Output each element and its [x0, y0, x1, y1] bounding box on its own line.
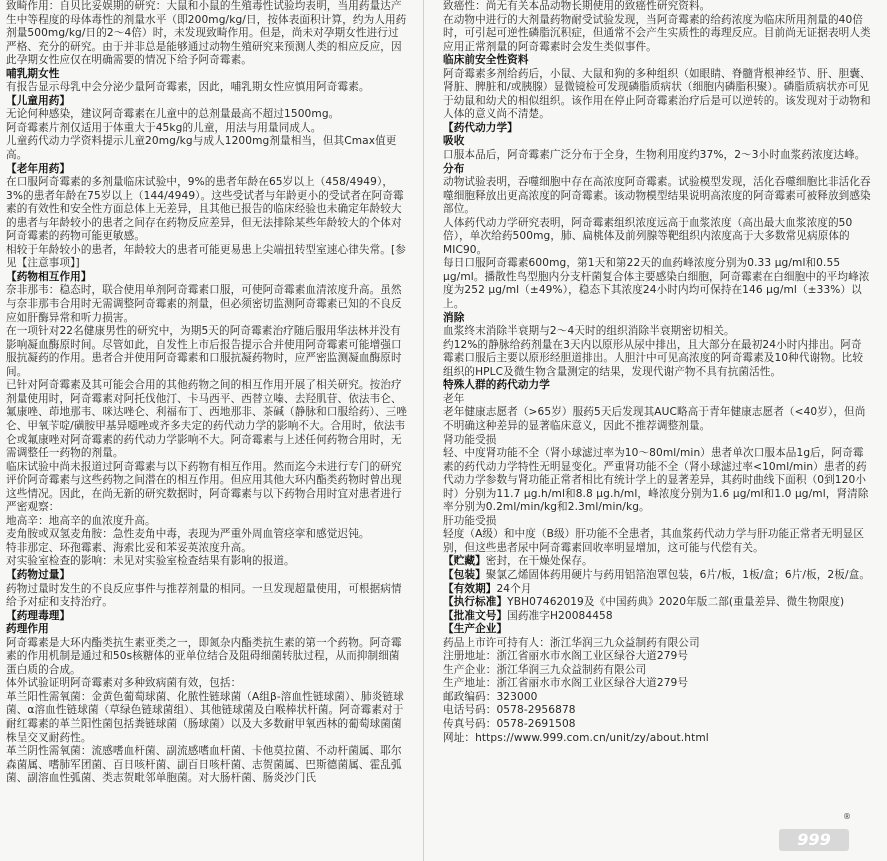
paragraph: 对实验室检查的影响：未见对实验室检查结果有影响的报道。: [6, 555, 295, 568]
subheading: 消除: [443, 311, 465, 324]
section-label: 【批准文号】: [443, 609, 508, 622]
paragraph: 老年健康志愿者（>65岁）服药5天后发现其AUC略高于青年健康志愿者（<40岁），但尚不明确这种差异的显著临床意义，因此不推荐调整剂量。: [443, 406, 866, 432]
paragraph: 血浆终末消除半衰期与2～4天时的组织消除半衰期密切相关。: [443, 325, 735, 338]
paragraph: 临床试验中尚未报道过阿奇霉素与以下药物有相互作用。然而迄今未进行专门的研究评价阿奇霉素与这些药物之间潜在的相互作用。但应用其他大环内酯类药物时曾出现这些情况。因此，在尚无新的研究数据时，阿奇霉素与以下药物合用时宜对患者进行严密观察：: [6, 460, 402, 514]
section-text: 24个月: [496, 582, 532, 595]
subheading: 哺乳期女性: [6, 67, 60, 80]
paragraph: 电话号码：0578-2956878: [443, 704, 576, 717]
minor-heading: 老年: [443, 392, 465, 405]
section-label: 【执行标准】: [443, 596, 508, 609]
registered-mark-icon: ®: [843, 812, 851, 821]
paragraph: 阿奇霉素多剂给药后，小鼠、大鼠和狗的多种组织（如眼睛、脊髓背根神经节、肝、胆囊、肾脏、脾脏和/或胰腺）显微镜检可发现磷脂质病状（细胞内磷脂积聚）。磷脂质病状亦可见于幼鼠和幼犬的相似组织。该作用在停止阿奇霉素治疗后是可以逆转的。该发现对于动物和人体的意义尚不清楚。: [443, 67, 871, 121]
paragraph: 药品上市许可持有人：浙江华润三九众益制药有限公司: [443, 636, 700, 649]
brand-logo-icon: 999: [779, 829, 849, 851]
paragraph: 有报告显示母乳中会分泌少量阿奇霉素，因此，哺乳期女性应慎用阿奇霉素。: [6, 81, 370, 94]
paragraph: 在口服阿奇霉素的多剂量临床试验中，9%的患者年龄在65岁以上（458/4949），3%的患者年龄在75岁以上（144/4949）。这些受试者与年龄更小的受试者在阿奇霉素的有效性和安全性方面总体上无差异，且其他已报告的临床经验也未确定年龄较大的患者与年龄较小的患者之间存在药物反应差异，但无法排除某些年龄较大的个体对阿奇霉素的药物可能更敏感。: [6, 176, 404, 243]
section-label: 【贮藏】: [443, 555, 486, 568]
paragraph: 传真号码：0578-2691508: [443, 717, 576, 730]
section-heading: 【药理毒理】: [6, 609, 71, 622]
paragraph: 在一项针对22名健康男性的研究中，为期5天的阿奇霉素治疗随后服用华法林并没有影响凝血酶原时间。尽管如此，自发性上市后报告提示合并使用阿奇霉素可能增强口服抗凝药的作用。患者合并使用阿奇霉素和口服抗凝药物时，应严密监测凝血酶原时间。: [6, 325, 402, 378]
paragraph: 致畸作用：自贝比妥娱期的研究：大鼠和小鼠的生殖毒性试验均表明，当用药量达产生中等程度的母体毒性的剂量水平（即200mg/kg/日，按体表面积计算，约为人用药剂量500mg/kg/日的2～4倍）时，未发现致畸作用。但是，尚未对孕期女性进行过严格、充分的研究。由于并非总是能够通过动物生殖研究来预测人类的相应反应，因此孕期女性应仅在明确需要的情况下给予阿奇霉素。: [6, 0, 407, 67]
paragraph: 奈非那韦：稳态时，联合使用单剂阿奇霉素口服，可使阿奇霉素血清浓度升高。虽然与奈非那韦合用时无需调整阿奇霉素的剂量，但必须密切监测阿奇霉素已知的不良反应如肝酶异常和听力损害。: [6, 284, 402, 324]
paragraph: 每日口服阿奇霉素600mg，第1天和第22天的血药峰浓度分别为0.33 μg/ml和0.55 μg/ml。播散性鸟型胞内分支杆菌复合体主要感染白细胞，阿奇霉素在白细胞中的平均峰浓度为252 μg/ml（±49%），稳态下其浓度24小时内均可保持在146 μg/ml（±33%）以上。: [443, 257, 870, 311]
paragraph: 人体药代动力学研究表明，阿奇霉素组织浓度远高于血浆浓度（高出最大血浆浓度的50倍），单次给药500mg，肺、扁桃体及前列腺等靶组织内浓度高于大多数常见病原体的MIC90。: [443, 216, 853, 256]
section-heading: 【药物过量】: [6, 568, 71, 581]
subheading: 临床前安全性资料: [443, 54, 529, 67]
paragraph: 革兰阳性需氧菌：金黄色葡萄球菌、化脓性链球菌（A组β-溶血性链球菌）、肺炎链球菌、α溶血性链球菌（草绿色链球菌组）、其他链球菌及白喉棒状杆菌。阿奇霉素对于耐红霉素的革兰阳性菌包括粪链球菌（肠球菌）以及大多数耐甲氧西林的葡萄球菌菌株呈交叉耐药性。: [6, 690, 404, 744]
paragraph: 麦角胺或双氢麦角胺：急性麦角中毒，表现为严重外周血管痉挛和感觉迟钝。: [6, 528, 370, 541]
section-heading: 【儿童用药】: [6, 94, 71, 107]
column-divider: [423, 0, 424, 861]
paragraph: 注册地址：浙江省丽水市水阁工业区绿谷大道279号: [443, 650, 689, 663]
paragraph: 生产地址：浙江省丽水市水阁工业区绿谷大道279号: [443, 677, 689, 690]
paragraph: 体外试验证明阿奇霉素对多种致病菌有效，包括：: [6, 677, 242, 690]
paragraph: 动物试验表明，吞噬细胞中存在高浓度阿奇霉素。试验模型发现，活化吞噬细胞比非活化吞噬细胞释放出更高浓度的阿奇霉素。该动物模型结果说明高浓度的阿奇霉素可被释放到感染部位。: [443, 176, 871, 216]
section-heading: 【生产企业】: [443, 623, 508, 636]
paragraph: 无论何种感染，建议阿奇霉素在儿童中的总剂量最高不超过1500mg。: [6, 108, 340, 121]
paragraph: 约12%的静脉给药剂量在3天内以原形从尿中排出，且大部分在最初24小时内排出。阿奇霉素口服后主要以原形经胆道排出。人胆汁中可见高浓度的阿奇霉素及10种代谢物。比较组织的HPLC及微生物含量测定的结果，发现代谢产物不具有抗菌活性。: [443, 338, 864, 378]
paragraph: 儿童药代动力学资料提示儿童20mg/kg与成人1200mg剂量相当，但其Cmax值更高。: [6, 135, 397, 162]
paragraph: 致癌性：尚无有关本品动物长期使用的致癌性研究资料。: [443, 0, 711, 12]
paragraph: 邮政编码：323000: [443, 690, 538, 703]
section-heading: 【老年用药】: [6, 162, 71, 175]
subheading: 分布: [443, 162, 465, 175]
labeled-paragraph: [443, 569, 871, 583]
paragraph: 药物过量时发生的不良反应事件与推荐剂量的相同。一旦发现超量使用，可根据病情给予对症和支持治疗。: [6, 582, 402, 609]
paragraph: 口服本品后，阿奇霉素广泛分布于全身，生物利用度约37%，2～3小时血浆药浓度达峰。: [443, 149, 866, 162]
section-text: 密封，在干燥处保存。: [485, 555, 593, 568]
section-heading: 【药物相互作用】: [6, 270, 92, 283]
paragraph: 已针对阿奇霉素及其可能会合用的其他药物之间的相互作用开展了相关研究。按治疗剂量使用时，阿奇霉素对阿托伐他汀、卡马西平、西替立嗪、去羟肌苷、依法韦仑、氟康唑、茚地那韦、咪达唑仑、利福布丁、西地那非、茶碱（静脉和口服给药）、三唑仑、甲氧苄啶/磺胺甲基异噁唑或齐多夫定的药代动力学的影响不大。合用时，依法韦仑或氟康唑对阿奇霉素的药代动力学影响不大。阿奇霉素与上述任何药物合用时，无需调整任一药物的剂量。: [6, 379, 408, 460]
minor-heading: 肝功能受损: [443, 514, 497, 527]
paragraph: 革兰阴性需氧菌：流感嗜血杆菌、副流感嗜血杆菌、卡他莫拉菌、不动杆菌属、耶尔森菌属、嗜肺军团菌、百日咳杆菌、副百日咳杆菌、志贺菌属、巴斯德菌属、霍乱弧菌、副溶血性弧菌、类志贺毗邻单胞菌。对大肠杆菌、肠炎沙门氏: [6, 745, 402, 785]
labeled-paragraph: [443, 596, 871, 610]
subheading: 特殊人群的药代动力学: [443, 379, 550, 392]
section-text: 聚氯乙烯固体药用硬片与药用铝箔泡罩包装，6片/板，1板/盒；6片/板，2板/盒。: [485, 568, 871, 581]
right-column: [443, 0, 871, 861]
section-text: 国药准字H20084458: [507, 609, 613, 622]
labeled-paragraph: [443, 610, 871, 624]
paragraph: 相较于年龄较小的患者，年龄较大的患者可能更易患上尖端扭转型室速心律失常。[参见【注意事项】]: [6, 243, 406, 270]
paragraph: 特非那定、环孢霉素、海索比妥和苯妥英浓度升高。: [6, 541, 252, 554]
paragraph: 网址：https://www.999.com.cn/unit/zy/about.html: [443, 731, 709, 744]
labeled-paragraph: [443, 583, 871, 597]
left-column: [6, 0, 408, 861]
paragraph: 阿奇霉素片剂仅适用于体重大于45kg的儿童，用法与用量同成人。: [6, 121, 322, 134]
section-text: YBH07462019及《中国药典》2020年版二部(重量差异、微生物限度): [507, 596, 845, 609]
section-label: 【包装】: [443, 568, 486, 581]
paragraph: 生产企业：浙江华润三九众益制药有限公司: [443, 663, 647, 676]
paragraph: 在动物中进行的大剂量药物耐受试验发现，当阿奇霉素的给药浓度为临床所用剂量的40倍时，可引起可逆性磷脂沉积症，但通常不会产生实质性的毒理反应。目前尚无证据表明人类应用正常剂量的阿奇霉素时会发生类似事件。: [443, 13, 871, 53]
paragraph: 阿奇霉素是大环内酯类抗生素亚类之一，即氮杂内酯类抗生素的第一个药物。阿奇霉素的作用机制是通过和50s核糖体的亚单位结合及阻碍细菌转肽过程，从而抑制细菌蛋白质的合成。: [6, 636, 402, 676]
paragraph: 地高辛：地高辛的血浓度升高。: [6, 514, 156, 527]
section-label: 【有效期】: [443, 582, 497, 595]
paragraph: 轻、中度肾功能不全（肾小球滤过率为10～80ml/min）患者单次口服本品1g后，阿奇霉素的药代动力学特性无明显变化。严重肾功能不全（肾小球滤过率<10ml/min）患者的药代动力学参数与肾功能正常者相比有统计学上的显著差异，其药时曲线下面积（0到120小时）分别为11.7 μg.h/ml和8.8 μg.h/ml，峰浓度分别为1.6 μg/ml和1.0 μg/ml，肾清除率分别为0.2ml/min/kg和2.3ml/min/kg。: [443, 447, 869, 514]
paragraph: 轻度（A级）和中度（B级）肝功能不全患者，其血浆药代动力学与肝功能正常者无明显区别，但这些患者尿中阿奇霉素回收率明显增加，这可能与代偿有关。: [443, 528, 865, 554]
labeled-paragraph: [443, 555, 871, 569]
minor-heading: 肾功能受损: [443, 433, 497, 446]
subheading: 药理作用: [6, 623, 49, 636]
section-heading: 【药代动力学】: [443, 121, 518, 134]
subheading: 吸收: [443, 135, 465, 148]
